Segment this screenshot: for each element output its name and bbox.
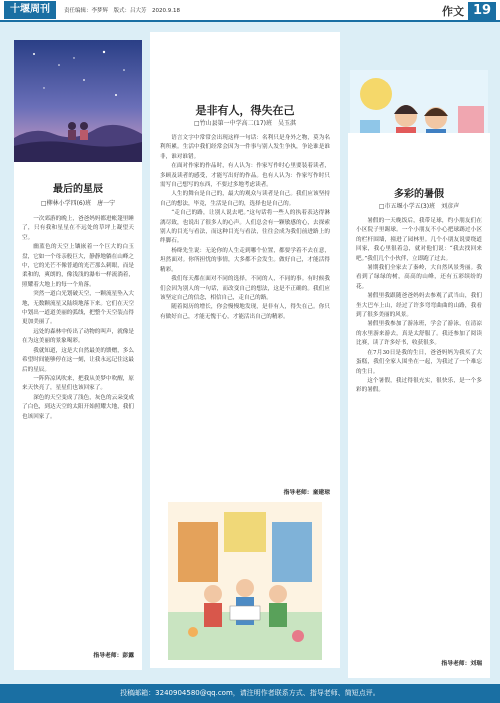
right-article-body — [356, 217, 482, 396]
paragraph: 幽蓝色的天空上镶嵌着一个巨大的白玉盘，它如一个母亲般巨大，静静地躺在山峰之中，它的光芒不像普通的光芒那么刺眼，而是柔和的，爽朗的，像浅浅的瀑布一样流淌着，照耀着大地上的每一个角落。 — [22, 244, 134, 288]
page-number: 19 — [468, 2, 496, 20]
left-article-teacher: 指导老师：彭露 — [93, 653, 134, 659]
right-article-byline: □市五堰小学五(3)班 刘彦声 — [378, 203, 460, 210]
left-article-body — [22, 215, 134, 422]
paragraph: 在面对作家的作品时，有人认为：作家写作时心里要装着读者，多顾及读者的感受，才能写出好的作品。也有人认为：作家写作时只需写自己想写的东西，不要过多地考虑读者。 — [160, 163, 330, 189]
section-title: 作文 — [442, 5, 464, 18]
paragraph: 在7月30日是我的生日，爸爸妈妈为我买了大蛋糕，我们全家人围坐在一起，为我过了一个难忘的生日。 — [356, 349, 482, 375]
middle-article-byline: □竹山县第一中学高二(17)班 吴玉淇 — [194, 120, 296, 127]
middle-article-body — [160, 134, 330, 322]
right-article — [348, 133, 490, 678]
paragraph: 暑假里我参加了游泳班，学会了游泳，在清凉的水里游来游去，真是太舒服了。我还参加了阅读比赛，读了许多好书，收获很多。 — [356, 321, 482, 347]
paragraph: 突然一道白光划破天空，一颗流星坠入大地，无数颗流星又陆续地落下来。它们在天空中划出一道道美丽的弧线，把整个天空装点得更加美丽了。 — [22, 291, 134, 326]
right-article-title: 多彩的暑假 — [394, 189, 444, 200]
paragraph: 这个暑假，我过得很充实，很快乐，是一个多彩的暑假。 — [356, 377, 482, 394]
starry-night-illustration — [14, 40, 142, 162]
paragraph: 暑假的一天晚饭后，我带足球，约小朋友们在小区院子里踢球。一个小朋友不小心把球踢过小区的栏杆围墙，撞进了园林里。几个小朋友说要绕道回家，我心里很着急，就对他们说：“我去找回来吧。”我们几个小伙伴，立即跑了过去。 — [356, 218, 482, 262]
paragraph: 远处的森林中传出了动物的叫声，就像是在为这美丽的景象喝彩。 — [22, 328, 134, 345]
middle-article — [150, 32, 340, 668]
paragraph: 我们每天都在面对不同的选择，不同的人，不同的事。有时候我们会因为别人的一句话，而改变自己的想法，这是不正确的。我们应该坚定自己的信念，相信自己，走自己的路。 — [160, 276, 330, 301]
masthead: 十堰周刊 — [4, 1, 56, 19]
paragraph: 一次郊游的晚上，爸爸妈妈都进帐篷里睡了，只有我和星星在不远处的草坪上凝望天空。 — [22, 216, 134, 241]
middle-article-teacher: 指导老师：童建琼 — [283, 490, 330, 496]
left-article-title: 最后的星辰 — [53, 184, 103, 195]
paragraph: 语言文字中常常会出现这样一句话：名利只是身外之物，莫为名利所累。生活中我们经常会因为一件事与别人发生争执，争论谁是谁非，谁对谁错。 — [160, 135, 330, 160]
paragraph: 一阵阵凉风吹来，把我从美梦中吹醒，原来天快亮了，星星们也该回家了。 — [22, 375, 134, 392]
paragraph: 暑期我们全家去了秦岭，大自然风景秀丽。我看到了绿绿的树，高高的山峰，还有五彩缤纷的花。 — [356, 265, 482, 290]
editor-meta: 责任编辑：李梦辉 版式：吕大芳 2020.9.18 — [64, 8, 180, 14]
right-article-teacher: 指导老师：刘瑞 — [441, 661, 482, 667]
paragraph: 人生的舞台是自己的，最大的观众与读者是自己。我们应该坚持自己的想法，毕竟，生活是自己的，选择也是自己的。 — [160, 191, 330, 207]
paragraph: 深色的天空变成了浅色，灰色的云朵变成了白色，到达天空的太阳开始照耀大地，我们也该回家了。 — [22, 394, 134, 420]
paragraph: 我就知道，这是大自然最美的馈赠，多么希望时间能够停在这一刻，让我永远记住这最后的星辰。 — [22, 347, 134, 373]
paragraph: 杨绛先生说：无论你的人生走到哪个位置，都要学着不去在意，坦然面对。你所担忧的事情，大多都不会发生。做好自己，才能活得精彩。 — [160, 247, 330, 273]
left-article — [14, 40, 142, 670]
kids-reading-illustration — [168, 502, 322, 660]
left-article-byline: □柳林小学四(6)班 唐一宁 — [40, 200, 116, 207]
paragraph: 暑假里我跟随爸爸妈妈去参观了武当山，我们坐大巴车上山，经过了许多弯弯曲曲的山路，我看到了很多美丽的风景。 — [356, 293, 482, 319]
paragraph: “走自己的路，让别人说去吧。”这句话将一些人的执着表达得淋漓尽致，也说出了很多人的心声。人们总会有一颗敏感的心，去探索别人的目光与看法，而这种目光与看法，往往会成为我们前进路上的绊脚石。 — [160, 210, 330, 245]
submission-footer: 投稿邮箱：3240904580@qq.com，请注明作者联系方式、指导老师、简短点评。 — [0, 684, 500, 703]
paragraph: 随着阅历的增长，你会慢慢地发现，是非有人，得失在己。你只有做好自己，才能无愧于心，才能活出自己的精彩。 — [160, 304, 330, 320]
middle-article-title: 是非有人，得失在己 — [195, 104, 295, 117]
page-header — [0, 0, 500, 22]
